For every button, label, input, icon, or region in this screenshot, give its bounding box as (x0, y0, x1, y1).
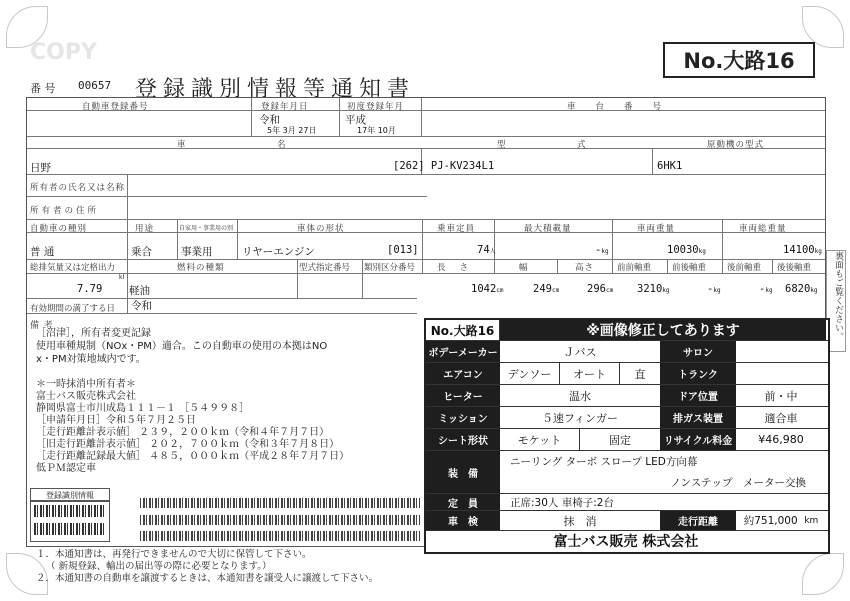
spec-door: 前・中 (764, 389, 798, 403)
weight-value: 10030kg (667, 244, 706, 256)
side-stamp: 裏面もご覧ください。 (826, 250, 846, 352)
spec-equipment-line2: ノンステップ メーター交換 (670, 477, 806, 489)
label-ff-axle: 前前軸重 (617, 263, 652, 273)
label-kind: 自動車の種別 (30, 224, 88, 234)
label-weight: 車両重量 (637, 224, 676, 234)
qr-code (140, 498, 420, 508)
label-body: 車体の形状 (297, 224, 345, 234)
use: 乗合 (131, 246, 152, 258)
spec-aircon-type: オート (560, 363, 620, 384)
spec-label-aircon: エアコン (426, 363, 500, 384)
qr-code (140, 531, 420, 541)
spec-capacity: 正席:30人 車椅子:2台 (510, 496, 614, 509)
copy-watermark: COPY (30, 40, 97, 65)
label-rf-axle: 後前軸重 (727, 263, 762, 273)
remark-line: 富士バス販売株式会社 (36, 391, 136, 402)
spec-label-salon: サロン (660, 341, 736, 362)
label-engine: 原動機の型式 (707, 140, 765, 150)
spec-aircon-drive: 直 (634, 367, 646, 381)
spec-label-equipment: 装 備 (426, 451, 500, 493)
spec-trunk (736, 363, 826, 384)
spec-label-door: ドア位置 (660, 385, 736, 406)
label-type: 型 (497, 140, 507, 150)
reg-date: 5年 3月 27日 (267, 126, 317, 135)
footer-note: １．本通知書は、再発行できませんので大切に保管して下さい。 (36, 549, 312, 560)
remark-line: ［走行距離記録最大値］ ４８５，０００ｋｍ（平成２８年７月７日） (36, 451, 350, 462)
model-code: [262] PJ-KV234L1 (393, 160, 495, 172)
spec-label-inspection: 車 検 (426, 511, 500, 530)
spec-label-capacity: 定 員 (426, 494, 500, 510)
fr-axle-value: -kg (707, 283, 721, 295)
rf-axle-value: -kg (759, 283, 773, 295)
label-car: 車 (177, 140, 187, 150)
label-business: 自家用・事業用の別 (179, 225, 234, 232)
remark-line: x・PM対策地域内です。 (36, 354, 146, 365)
label-model: 式 (577, 140, 587, 150)
footer-note: （ 新規登録、輸出の届出等の際に必要となります。） (46, 561, 272, 572)
qr-code (34, 523, 104, 535)
remark-line: 低ＰＭ認定車 (36, 463, 96, 474)
spec-inspection: 抹 消 (563, 514, 597, 528)
spec-label-emission: 排ガス装置 (660, 407, 736, 428)
remark-line: ［旧走行距離計表示値］ ２０２，７００ｋｍ（令和３年７月８日） (36, 439, 340, 450)
spec-label-trunk: トランク (660, 363, 736, 384)
height-value: 296cm (587, 283, 614, 295)
remark-line: 使用車種規制（NOx・PM）適合。この自動車の使用の本拠はNO (36, 341, 328, 352)
length-value: 1042cm (471, 283, 504, 295)
displacement-value: 7.79 (77, 283, 103, 295)
capacity-value: 74人 (477, 244, 496, 256)
label-expiry: 有効期間の満了する日 (30, 304, 116, 314)
doc-number-label: 番 号 (30, 82, 56, 95)
spec-tag: No.大路16 (426, 320, 500, 340)
plate-tag-text: No.大路16 (683, 49, 795, 73)
label-fr-axle: 前後軸重 (672, 263, 707, 273)
reg-date-era: 令和 (259, 114, 280, 126)
remark-line: ［申請年月日］令和５年７月２５日 (36, 415, 196, 426)
label-rr-axle: 後後軸重 (777, 263, 812, 273)
reg-info-label: 登録識別情報 (30, 488, 110, 502)
maker: 日野 (30, 162, 51, 174)
label-width: 幅 (519, 263, 529, 273)
body-code: [013] (387, 244, 419, 256)
spec-seat-material: モケット (500, 429, 580, 450)
spec-label-body-maker: ボデーメーカー (426, 341, 500, 362)
kind: 普 通 (30, 246, 55, 258)
spec-notice: ※画像修正してあります (500, 320, 826, 340)
doc-number-value: 00657 (78, 79, 112, 92)
spec-heater: 温水 (569, 389, 591, 403)
qr-code (140, 515, 420, 525)
label-height: 高さ (575, 263, 595, 273)
spec-equipment-line1: ニーリング ターボ スロープ LED方向幕 (510, 456, 698, 468)
spec-label-heater: ヒーター (426, 385, 500, 406)
spec-emission: 適合車 (764, 411, 798, 425)
footer-note: ２．本通知書の自動車を譲渡するときは、本通知書を譲受人に譲渡して下さい。 (36, 573, 379, 584)
spec-label-mission: ミッション (426, 407, 500, 428)
corner-ornament (802, 553, 844, 595)
label-reg-date: 登録年月日 (261, 102, 309, 112)
max-load-value: -kg (595, 244, 609, 256)
label-first-reg: 初度登録年月 (347, 102, 405, 112)
first-reg-date: 17年 10月 (357, 126, 396, 135)
label-chassis-number: 車台番号 (567, 102, 682, 112)
engine-model: 6HK1 (657, 160, 683, 172)
spec-label-seat: シート形状 (426, 429, 500, 450)
spec-mission: ５速フィンガー (541, 411, 619, 425)
spec-dealer: 富士バス販売 株式会社 (553, 533, 699, 550)
expiry-era: 令和 (131, 300, 152, 312)
label-owner-address: 所有者の住所 (30, 206, 100, 216)
remark-line: ［走行距離計表示値］ ２３９，２００ｋｍ（令和４年７月７日） (36, 427, 330, 438)
spec-recycle: ¥46,980 (758, 433, 804, 446)
qr-code (34, 505, 104, 517)
remark-line: ［沼津］，所有者変更記録 (36, 328, 151, 339)
label-use: 用途 (135, 224, 155, 234)
remark-line: 静岡県富士市川成島１１１－１ ［５４９９８］ (36, 403, 250, 414)
label-capacity: 乗車定員 (437, 224, 476, 234)
rr-axle-value: 6820kg (785, 283, 818, 295)
label-fuel: 燃料の種類 (177, 263, 225, 273)
spec-aircon-maker: デンソー (500, 363, 560, 384)
spec-seat-type: 固定 (609, 433, 631, 447)
label-type-designation: 型式指定番号 (299, 263, 351, 273)
label-length: 長さ (437, 263, 483, 273)
body-shape: リヤーエンジン (242, 246, 315, 258)
spec-body-maker: Ｊバス (563, 345, 597, 359)
fuel: 軽油 (129, 285, 150, 297)
spec-salon (736, 341, 826, 362)
spec-mileage: 約751,000 km (743, 515, 819, 527)
label-owner-name: 所有者の氏名又は名称 (30, 183, 126, 193)
spec-label-recycle: リサイクル料金 (660, 429, 736, 450)
width-value: 249cm (533, 283, 560, 295)
spec-sheet (424, 318, 830, 554)
label-category-number: 類別区分番号 (364, 263, 416, 273)
label-gross-weight: 車両総重量 (739, 224, 787, 234)
spec-label-mileage: 走行距離 (660, 511, 736, 530)
label-displacement: 総排気量又は定格出力 (30, 263, 116, 273)
business: 事業用 (181, 246, 213, 258)
ff-axle-value: 3210kg (637, 283, 670, 295)
gross-weight-value: 14100kg (783, 244, 822, 256)
label-reg-number: 自動車登録番号 (82, 102, 149, 112)
displacement-unit: kl (119, 274, 125, 281)
label-name: 名 (277, 140, 287, 150)
remark-line: ＊一時抹消中所有者＊ (36, 379, 136, 390)
label-remarks: 備 考 (30, 321, 54, 331)
label-max-load: 最大積載量 (524, 224, 572, 234)
plate-tag (663, 42, 815, 78)
doc-title: 登録識別情報等通知書 (135, 77, 416, 102)
first-reg-era: 平成 (345, 114, 366, 126)
